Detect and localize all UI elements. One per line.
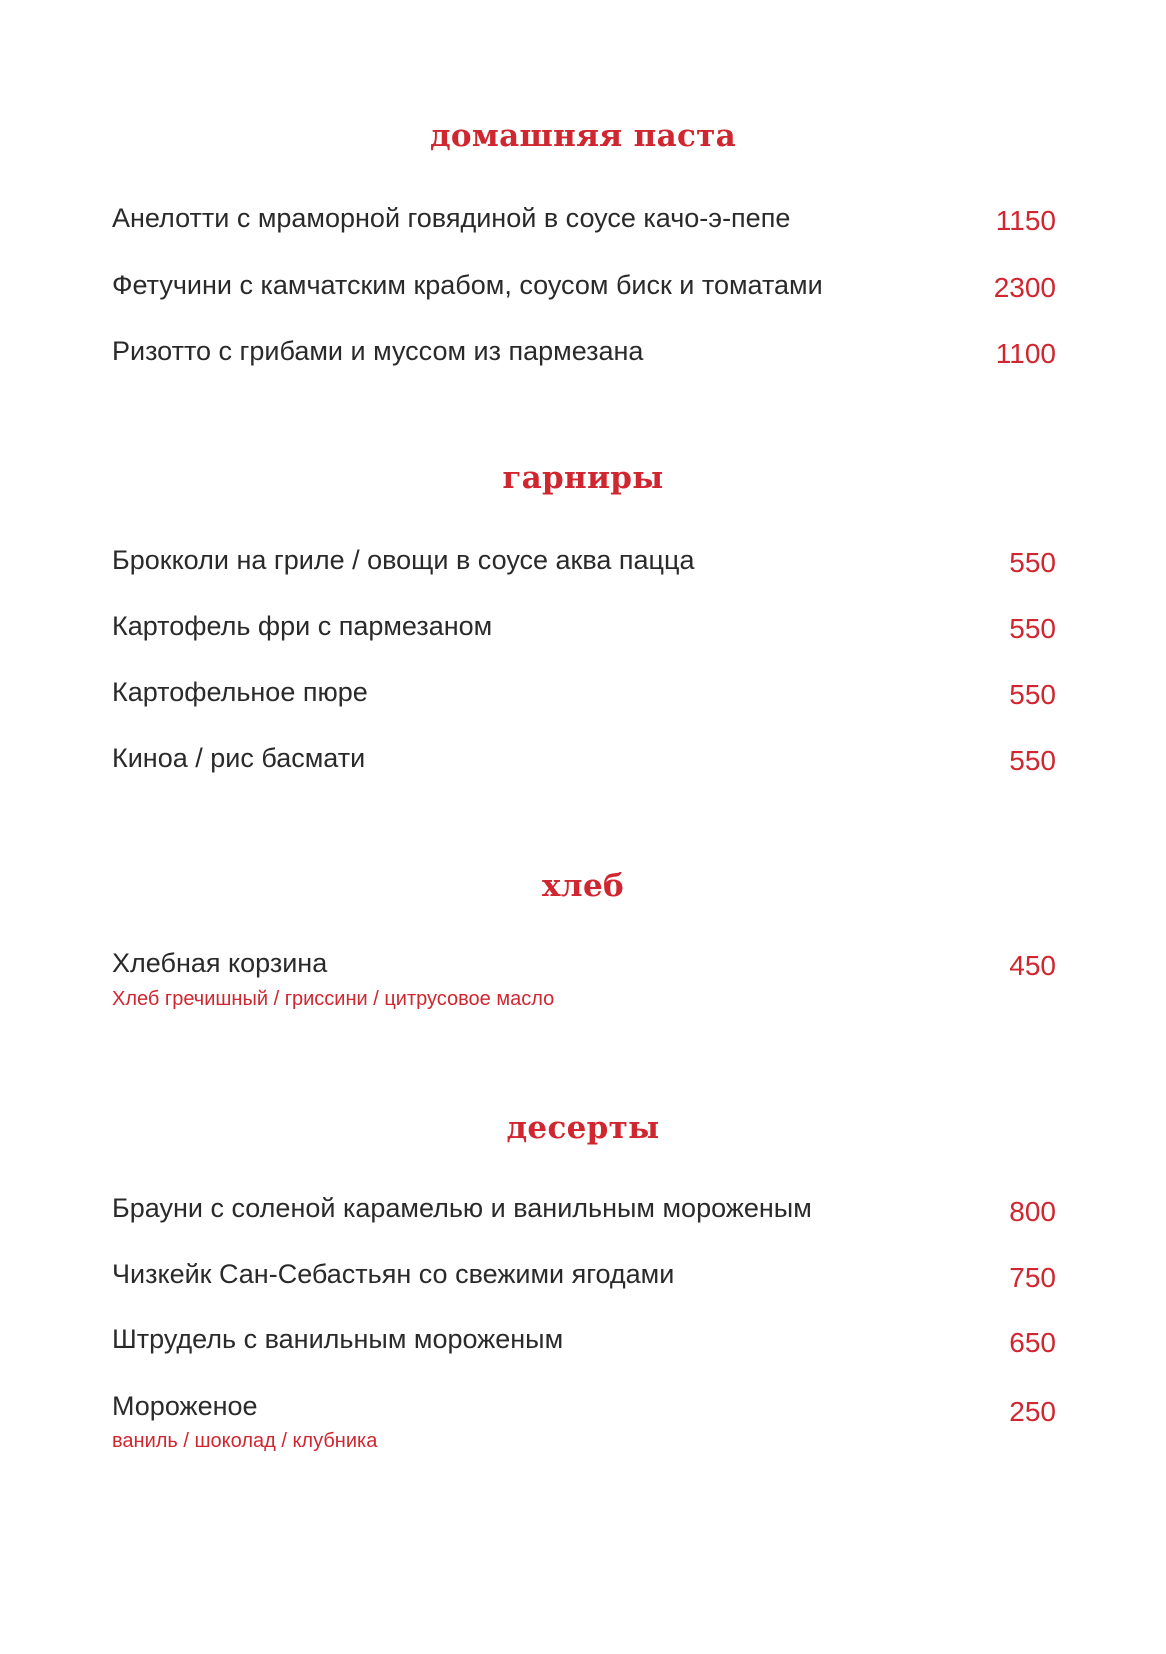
section-title-desserts: десерты: [506, 1110, 660, 1146]
menu-item-description: ваниль / шоколад / клубника: [112, 1430, 378, 1452]
menu-item-name: Ризотто с грибами и муссом из пармезана: [112, 336, 644, 366]
menu-item-description: Хлеб гречишный / гриссини / цитрусовое масло: [112, 988, 555, 1010]
menu-item-name: Мороженое: [112, 1391, 258, 1421]
menu-item-price: 1100: [995, 338, 1056, 369]
menu-item-name: Брауни с соленой карамелью и ванильным мороженым: [112, 1193, 812, 1223]
menu-item-name: Киноа / рис басмати: [112, 743, 366, 773]
menu-item-price: 550: [1009, 745, 1056, 776]
menu-item-name: Чизкейк Сан-Себастьян со свежими ягодами: [112, 1259, 675, 1289]
menu-item-name: Картофель фри с пармезаном: [112, 611, 493, 641]
menu-item-price: 550: [1009, 547, 1056, 578]
menu-item-name: Штрудель с ванильным мороженым: [112, 1324, 564, 1354]
menu-item-price: 750: [1009, 1262, 1056, 1293]
menu-item-name: Фетучини с камчатским крабом, соусом биск и томатами: [112, 270, 823, 300]
menu-item-name: Анелотти с мраморной говядиной в соусе качо-э-пепе: [112, 203, 791, 233]
menu-item-price: 1150: [995, 205, 1056, 236]
section-title-sides: гарниры: [502, 460, 664, 496]
menu-item-name: Хлебная корзина: [112, 948, 328, 978]
menu-item-price: 550: [1009, 679, 1056, 710]
menu-item-name: Брокколи на гриле / овощи в соусе аква пацца: [112, 545, 695, 575]
menu-item-price: 800: [1009, 1196, 1056, 1227]
menu-item-name: Картофельное пюре: [112, 677, 368, 707]
menu-item-price: 2300: [993, 272, 1056, 303]
menu-item-price: 450: [1009, 950, 1056, 981]
menu-item-price: 550: [1009, 613, 1056, 644]
menu-item-price: 250: [1009, 1396, 1056, 1427]
menu-item-price: 650: [1009, 1327, 1056, 1358]
section-title-pasta: домашняя паста: [429, 118, 737, 154]
section-title-bread: хлеб: [542, 868, 624, 904]
